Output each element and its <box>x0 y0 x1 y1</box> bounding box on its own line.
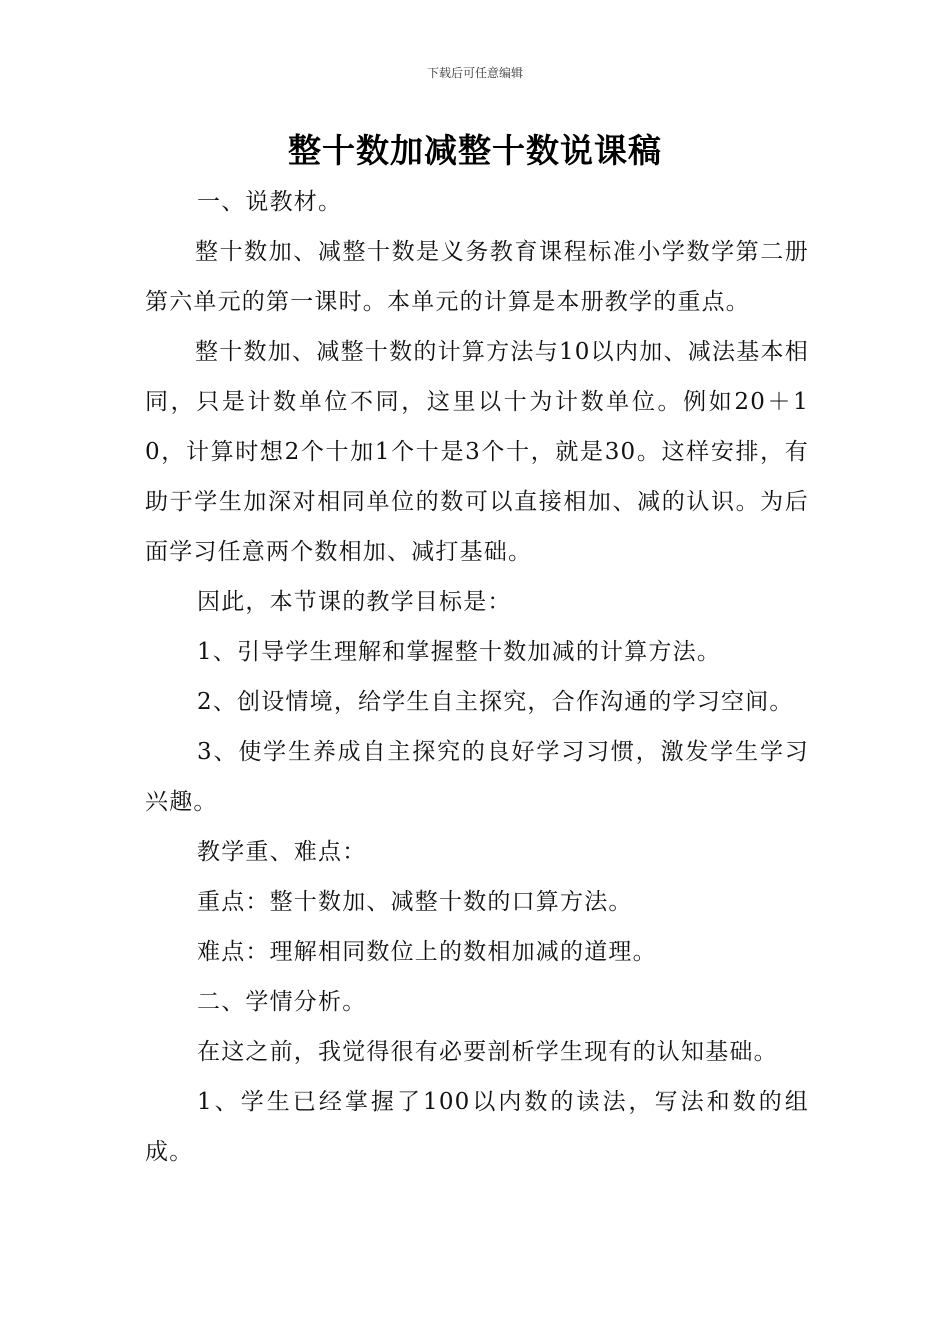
goal-item-1: 1、引导学生理解和掌握整十数加减的计算方法。 <box>197 639 722 665</box>
paragraph-key-points-heading: 教学重、难点： <box>197 839 367 865</box>
page-header-note: 下载后可任意编辑 <box>426 66 523 80</box>
goal-item-2: 2、创设情境，给学生自主探究，合作沟通的学习空间。 <box>197 689 794 715</box>
paragraph-textbook-intro: 整十数加、减整十数是义务教育课程标准小学数学第二册第六单元的第一课时。本单元的计算是本册教学的重点。 <box>145 239 809 315</box>
analysis-item-1: 1、学生已经掌握了100以内数的读法，写法和数的组成。 <box>145 1089 809 1165</box>
goal-item-3: 3、使学生养成自主探究的良好学习习惯，激发学生学习兴趣。 <box>145 739 809 815</box>
paragraph-calculation-method: 整十数加、减整十数的计算方法与10以内加、减法基本相同，只是计数单位不同，这里以十为计数单位。例如20＋10，计算时想2个十加1个十是3个十，就是30。这样安排，有助于学生加深对相同单位的数可以直接相加、减的认识。为后面学习任意两个数相加、减打基础。 <box>145 339 809 565</box>
document-body <box>145 177 809 1177</box>
paragraph-key-point: 重点：整十数加、减整十数的口算方法。 <box>197 889 633 915</box>
document-title: 整十数加减整十数说课稿 <box>288 131 662 170</box>
section-heading-student-analysis: 二、学情分析。 <box>197 989 367 1015</box>
paragraph-difficult-point: 难点：理解相同数位上的数相加减的道理。 <box>197 939 657 965</box>
paragraph-analysis-intro: 在这之前，我觉得很有必要剖析学生现有的认知基础。 <box>197 1039 778 1065</box>
paragraph-goals-intro: 因此，本节课的教学目标是： <box>197 589 512 615</box>
section-heading-textbook: 一、说教材。 <box>197 189 343 215</box>
